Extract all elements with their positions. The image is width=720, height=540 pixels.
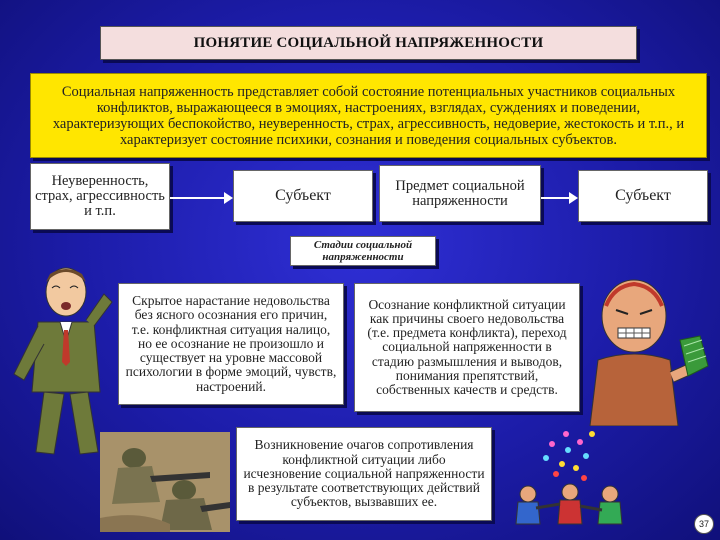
uncertainty-box: Неуверенность, страх, агрессивность и т.п. bbox=[30, 163, 170, 230]
arrow-right-icon bbox=[541, 190, 579, 206]
page-number: 37 bbox=[694, 514, 714, 534]
slide-title: ПОНЯТИЕ СОЦИАЛЬНОЙ НАПРЯЖЕННОСТИ bbox=[100, 26, 637, 60]
definition-box: Социальная напряженность представляет собой состояние потенциальных участников социальных конфликтов, выражающееся в эмоциях, настроениях, взглядах, суждениях и поведении, характеризующих беспокойство, неуверенность, страх, агрессивность, недоверие, жестокость и т.п., и характеризует состояние психики, сознания и поведения социальных субъектов. bbox=[30, 73, 707, 158]
soldiers-photo bbox=[100, 432, 230, 532]
subject-left-box: Субъект bbox=[233, 170, 373, 222]
stage-1-box: Скрытое нарастание недовольства без ясного осознания его причин, т.е. конфликтная ситуация налицо, но ее осознание не произошло и существует на уровне массовой психологии в форме эмоций, чувств, настроений. bbox=[118, 283, 344, 405]
arrow-right-icon bbox=[170, 190, 234, 206]
stage-3-box: Возникновение очагов сопротивления конфликтной ситуации либо исчезновение социальной напряженности в результате соответствующих действий субъектов, вызвавших ее. bbox=[236, 427, 492, 521]
angry-man-illustration bbox=[584, 276, 710, 426]
fighting-people-illustration bbox=[506, 424, 636, 528]
stage-2-box: Осознание конфликтной ситуации как причины своего недовольства (т.е. предмета конфликта), переход социальной напряженности в стадию размышления и выводов, понимания препятствий, собственных качеств и средств. bbox=[354, 283, 580, 412]
subject-right-box: Субъект bbox=[578, 170, 708, 222]
stages-heading: Стадии социальной напряженности bbox=[290, 236, 436, 266]
predmet-box: Предмет социальной напряженности bbox=[379, 165, 541, 222]
